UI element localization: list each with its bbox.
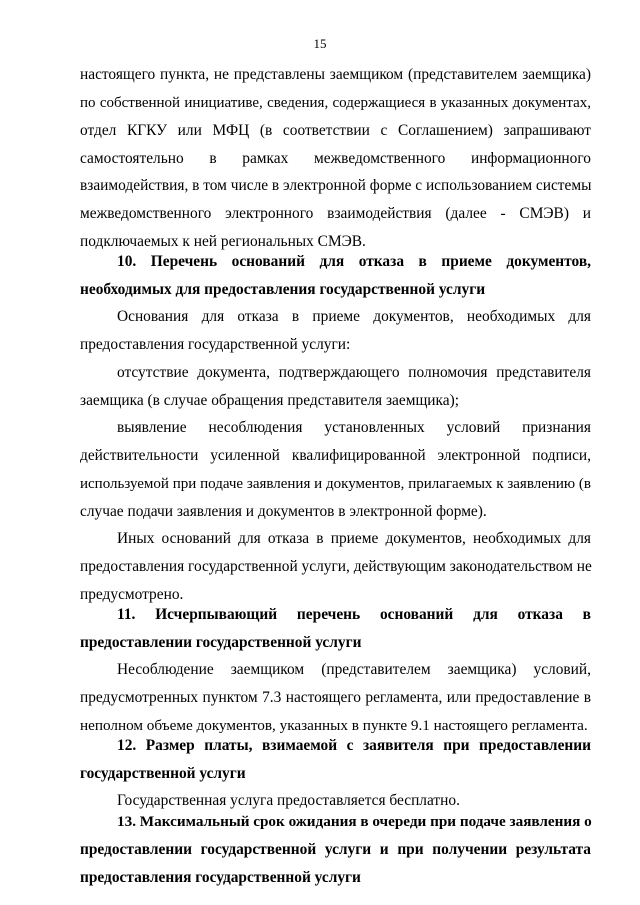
text-line: заемщика (в случае обращения представителя заемщика); [80, 392, 460, 409]
text-line: Несоблюдение заемщиком (представителем заемщика) условий, [117, 661, 591, 678]
text-line: отсутствие документа, подтверждающего полномочия представителя [117, 364, 591, 381]
text-line: используемой при подаче заявления и документов, прилагаемых к заявлению (в [80, 476, 591, 492]
section-heading-10: 10. Перечень оснований для отказа в приеме документов, [117, 253, 591, 270]
text-line: межведомственного электронного взаимодействия (далее - СМЭВ) и [80, 205, 591, 222]
text-line: предусмотренных пунктом 7.3 настоящего регламента, или предоставление в [80, 689, 591, 706]
text-line: самостоятельно в рамках межведомственного информационного [80, 150, 591, 167]
text-line: предоставления государственной услуги, действующим законодательством не [80, 558, 592, 575]
text-line: выявление несоблюдения установленных условий признания [117, 419, 591, 436]
text-line: Основания для отказа в приеме документов, необходимых для [117, 308, 591, 325]
section-heading-12: 12. Размер платы, взимаемой с заявителя при предоставлении [117, 737, 591, 754]
text-line: Иных оснований для отказа в приеме документов, необходимых для [117, 530, 591, 547]
text-line: предоставления государственной услуги: [80, 336, 351, 353]
text-line: взаимодействия, в том числе в электронной форме с использованием системы [80, 177, 592, 194]
section-heading-12-cont: государственной услуги [80, 765, 246, 782]
section-heading-13-cont: предоставления государственной услуги [80, 869, 361, 886]
text-line: действительности усиленной квалифицированной электронной подписи, [80, 447, 591, 464]
section-heading-10-cont: необходимых для предоставления государственной услуги [80, 281, 486, 298]
section-heading-13-cont: предоставлении государственной услуги и при получении результата [80, 841, 591, 858]
section-heading-11: 11. Исчерпывающий перечень оснований для отказа в [117, 606, 591, 623]
section-heading-11-cont: предоставлении государственной услуги [80, 634, 362, 651]
text-line: предусмотрено. [80, 586, 184, 603]
page-number: 15 [313, 36, 327, 51]
text-line: подключаемых к ней региональных СМЭВ. [80, 233, 366, 250]
text-line: Государственная услуга предоставляется бесплатно. [117, 792, 460, 809]
section-heading-13: 13. Максимальный срок ожидания в очереди при подаче заявления о [117, 813, 592, 830]
text-line: случае подачи заявления и документов в электронной форме). [80, 503, 487, 520]
text-line: по собственной инициативе, сведения, содержащиеся в указанных документах, [80, 95, 591, 111]
text-line: настоящего пункта, не представлены заемщиком (представителем заемщика) [80, 66, 591, 83]
text-line: отдел КГКУ или МФЦ (в соответствии с Соглашением) запрашивают [80, 122, 591, 139]
text-line: неполном объеме документов, указанных в пункте 9.1 настоящего регламента. [80, 717, 588, 734]
